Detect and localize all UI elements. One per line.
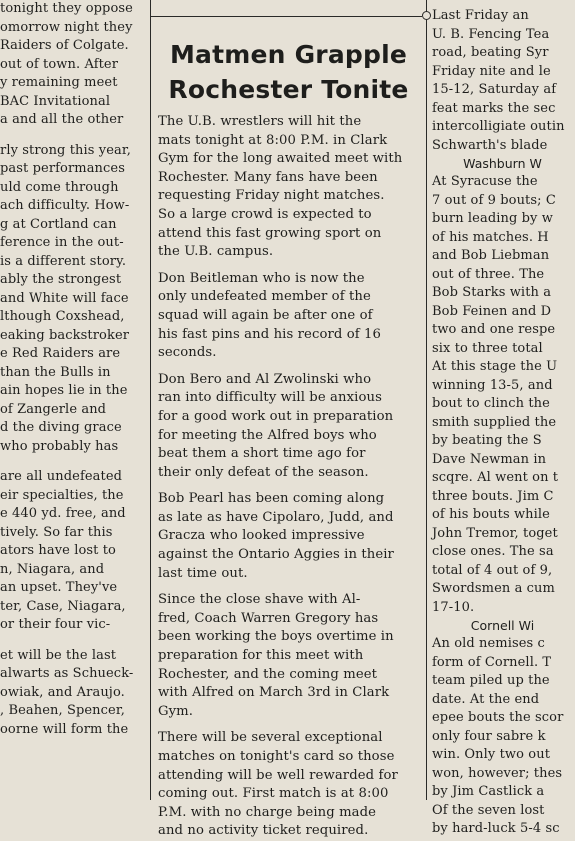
article-line: Gym. [158, 703, 194, 719]
left-column-line: ter, Case, Niagara, [0, 598, 126, 614]
paragraph-gap [154, 721, 423, 729]
right-column-line: two and one respe [432, 322, 556, 337]
subhead-cornell: Cornell Wi [470, 618, 535, 633]
right-column-line: An old nemises c [432, 636, 545, 651]
left-column-line: than the Bulls in [0, 364, 111, 380]
right-column-line: team piled up the [432, 673, 550, 688]
article-line: and no activity ticket required. [158, 823, 369, 839]
left-column-line: alwarts as Schueck- [0, 666, 134, 681]
article-line: fred, Coach Warren Gregory has [158, 610, 379, 626]
left-column-line: an upset. They've [0, 580, 118, 595]
right-column-line: of his matches. H [432, 229, 549, 245]
article-paragraph [154, 270, 423, 363]
article-body [154, 113, 423, 841]
left-column-line: who probably has [0, 438, 119, 454]
article-line: beat them a short time ago for [158, 446, 366, 462]
article-line: attending will be well rewarded for [158, 767, 398, 783]
left-column-line: or their four vic- [0, 617, 111, 632]
right-column-line: epee bouts the scor [432, 710, 564, 725]
article-line: The U.B. wrestlers will hit the [158, 114, 362, 129]
article-line: his fast pins and his record of 16 [158, 326, 382, 342]
right-column-line: Schwarth's blade [432, 137, 548, 153]
left-column-line: , Beahen, Spencer, [0, 703, 125, 718]
left-column-line: lthough Coxshead, [0, 309, 125, 324]
left-column-line: owiak, and Araujo. [0, 684, 125, 700]
left-column-line: is a different story. [0, 253, 127, 269]
right-column-line: bout to clinch the [432, 396, 550, 411]
right-column-line: only four sabre k [432, 728, 546, 744]
article-line: the U.B. campus. [158, 244, 274, 260]
article-line: against the Ontario Aggies in their [158, 547, 394, 563]
right-column-line: burn leading by w [432, 211, 553, 226]
right-column-line: close ones. The sa [432, 544, 554, 559]
article-line: their only defeat of the season. [158, 464, 369, 480]
paragraph-gap [154, 583, 423, 591]
article-line: Since the close shave with Al- [158, 592, 361, 608]
paragraph-gap [0, 456, 146, 468]
left-column-line: ably the strongest [0, 272, 122, 287]
article-line: for meeting the Alfred boys who [158, 427, 377, 443]
right-column-line: by hard-luck 5-4 sc [432, 821, 560, 836]
right-column-line: winning 13-5, and [432, 377, 553, 393]
right-column-line: feat marks the sec [432, 100, 556, 116]
right-column-line: Last Friday an [432, 8, 529, 23]
article-line: Don Beitleman who is now the [158, 270, 365, 286]
left-column-line: e 440 yd. free, and [0, 506, 126, 521]
left-column-line: ference in the out- [0, 235, 124, 250]
left-column-line: d the diving grace [0, 420, 122, 435]
right-column-line: 15-12, Saturday af [432, 82, 557, 97]
right-column-line: win. Only two out [432, 747, 551, 762]
right-column-line: six to three total [432, 340, 543, 356]
article-line: been working the boys overtime in [158, 629, 394, 645]
article-paragraph [154, 371, 423, 483]
article-line: There will be several exceptional [158, 730, 383, 746]
right-syracuse [430, 173, 575, 617]
right-column-line: of his bouts while [432, 507, 550, 522]
left-column [0, 0, 146, 739]
left-column-line: eir specialties, the [0, 487, 124, 503]
article-line: Rochester. Many fans have been [158, 169, 378, 185]
left-column-line: tively. So far this [0, 524, 113, 540]
paragraph-gap [154, 482, 423, 490]
article-line: for a good work out in preparation [158, 408, 394, 424]
left-column-line: are all undefeated [0, 469, 123, 484]
left-column-line: out of town. After [0, 56, 119, 72]
article-line: preparation for this meet with [158, 648, 364, 664]
left-column-line: n, Niagara, and [0, 561, 105, 577]
article-line: Gym for the long awaited meet with [158, 151, 403, 167]
right-column-line: date. At the end [432, 691, 540, 707]
article-line: matches on tonight's card so those [158, 749, 395, 764]
article-paragraph [154, 729, 423, 841]
left-column-line: rly strong this year, [0, 142, 131, 158]
left-column-line: uld come through [0, 179, 119, 195]
article-line: So a large crowd is expected to [158, 206, 372, 222]
right-column-line: John Tremor, toget [432, 525, 558, 541]
article-line: mats tonight at 8:00 P.M. in Clark [158, 132, 388, 148]
column-rule-right [426, 0, 427, 800]
paragraph-gap [154, 262, 423, 270]
article-paragraph [154, 113, 423, 262]
left-column-line: omorrow night they [0, 19, 133, 35]
left-column-line: past performances [0, 161, 125, 176]
right-column-line: Swordsmen a cum [432, 581, 555, 596]
subhead-washburn: Washburn W [463, 156, 542, 171]
right-column-line: and Bob Liebman [432, 248, 550, 263]
right-column-line: 7 out of 9 bouts; C [432, 192, 556, 208]
right-column-line: total of 4 out of 9, [432, 562, 553, 578]
left-column-line: oorne will form the [0, 721, 129, 737]
left-column-line: BAC Invitational [0, 93, 111, 109]
left-column-line: Raiders of Colgate. [0, 38, 129, 53]
column-rule-left [150, 0, 151, 800]
article-line: P.M. with no charge being made [158, 804, 377, 820]
article-line: with Alfred on March 3rd in Clark [158, 685, 390, 701]
headline-line-2: Rochester Tonite [168, 75, 409, 104]
article-line: Rochester, and the coming meet [158, 666, 378, 682]
left-column-line: and White will face [0, 290, 129, 306]
right-column-line: won, however; thes [432, 765, 563, 781]
right-column-line: road, beating Syr [432, 45, 549, 60]
paragraph-gap [0, 635, 146, 647]
article-line: seconds. [158, 345, 217, 361]
article-line: only undefeated member of the [158, 289, 371, 305]
paragraph-gap [154, 363, 423, 371]
left-column-line: et will be the last [0, 647, 117, 663]
right-column-line: intercolligiate outin [432, 119, 565, 134]
right-column-line: Bob Starks with a [432, 285, 552, 300]
right-column-line: 17-10. [432, 599, 475, 615]
article-line: Bob Pearl has been coming along [158, 491, 385, 507]
left-column-line: ach difficulty. How- [0, 198, 130, 213]
left-column-line: eaking backstroker [0, 327, 130, 343]
article-line: last time out. [158, 565, 248, 581]
right-column-line: form of Cornell. T [432, 654, 552, 670]
right-column-line: Friday nite and le [432, 63, 551, 79]
right-column-line: Bob Feinen and D [432, 303, 552, 319]
article-line: Gracza who looked impressive [158, 528, 365, 544]
right-cornell [430, 635, 575, 839]
right-column-line: smith supplied the [432, 414, 557, 430]
right-intro [430, 7, 575, 155]
article-line: attend this fast growing sport on [158, 225, 382, 241]
right-column-line: three bouts. Jim C [432, 488, 554, 504]
left-column-line: g at Cortland can [0, 216, 117, 232]
right-column-line: At this stage the U [432, 359, 558, 374]
left-column-line: of Zangerle and [0, 401, 107, 417]
left-column-line: ators have lost to [0, 543, 116, 558]
article-paragraph [154, 490, 423, 583]
article-paragraph [154, 591, 423, 721]
right-column-line: Of the seven lost [432, 802, 545, 818]
headline [154, 37, 423, 107]
article-line: ran into difficulty will be anxious [158, 390, 382, 406]
article-line: squad will again be after one of [158, 307, 373, 323]
left-column-line: y remaining meet [0, 75, 118, 90]
headline-line-1: Matmen Grapple [169, 40, 408, 69]
right-column-line: by Jim Castlick a [432, 784, 545, 799]
article-line: Don Bero and Al Zwolinski who [158, 371, 372, 387]
article-line: as late as have Cipolaro, Judd, and [158, 509, 394, 525]
right-column-line: Dave Newman in [432, 451, 547, 467]
right-column-line: U. B. Fencing Tea [432, 26, 550, 42]
article-line: coming out. First match is at 8:00 [158, 786, 389, 802]
left-column-line: e Red Raiders are [0, 346, 121, 361]
paragraph-gap [0, 130, 146, 142]
article-column [154, 0, 423, 841]
left-column-line: tonight they oppose [0, 1, 133, 16]
right-column-line: scqre. Al went on t [432, 470, 559, 485]
right-column-line: by beating the S [432, 433, 542, 448]
left-column-line: a and all the other [0, 112, 124, 127]
right-column-line: At Syracuse the [432, 174, 538, 189]
right-column [430, 0, 575, 839]
right-column-line: out of three. The [432, 266, 545, 282]
left-column-line: ain hopes lie in the [0, 383, 128, 398]
article-line: requesting Friday night matches. [158, 188, 385, 204]
